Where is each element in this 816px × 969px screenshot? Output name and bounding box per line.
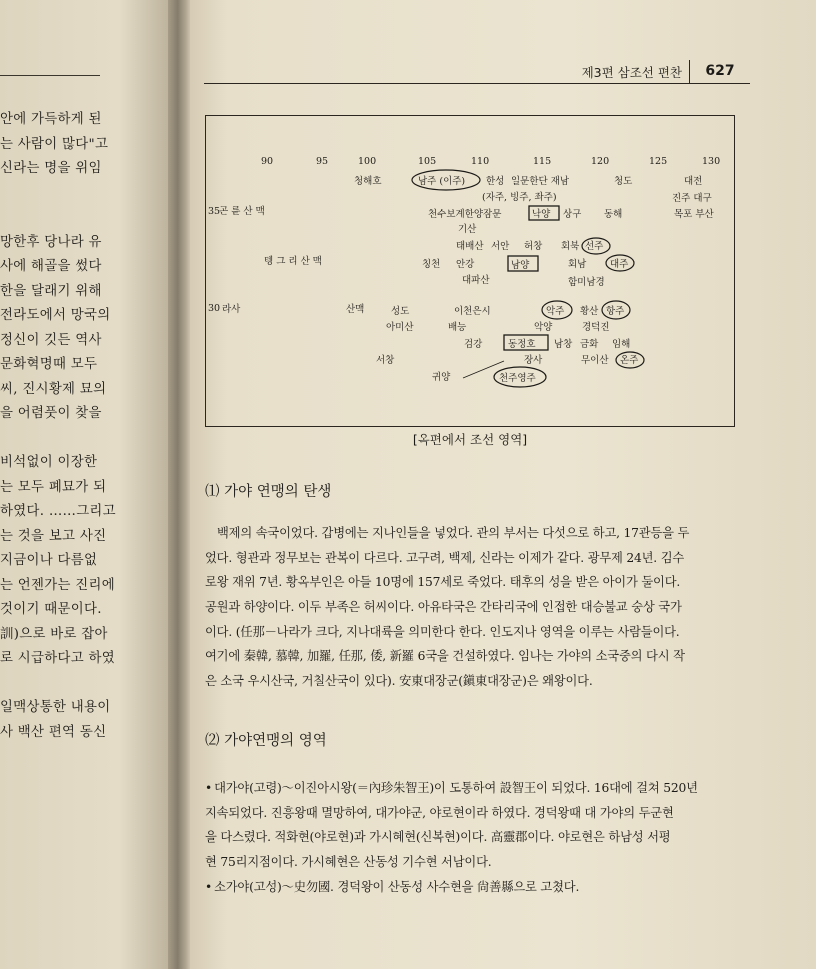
left-line: 로 시급하다고 하였 xyxy=(0,651,115,666)
place-label: 칭천 xyxy=(422,259,441,270)
left-line: 신라는 명을 위임 xyxy=(0,161,102,176)
body-line: 백제의 속국이었다. 갑병에는 지나인들을 넣었다. 관의 부서는 다섯으로 하고, 17관등을 두 xyxy=(217,526,690,540)
section-body xyxy=(205,776,755,899)
left-line: 을 어렴풋이 찾을 xyxy=(0,406,102,421)
body-line: 을 다스렸다. 적화현(야로현)과 가시혜현(신복현)이다. 高靈郡이다. 야로현은 하남성 서평 xyxy=(205,830,671,845)
book-gutter xyxy=(168,0,192,969)
body-line: 여기에 秦韓, 慕韓, 加羅, 任那, 倭, 新羅 6국을 건설하였다. 임나는 가야의 소국중의 다시 작 xyxy=(205,649,685,664)
place-label: 항주 xyxy=(606,306,625,317)
place-label: 천주영주 xyxy=(499,373,536,384)
body-line: 로왕 재위 7년. 황옥부인은 아들 10명에 157세로 죽었다. 태후의 성을 받은 아이가 둘이다. xyxy=(205,575,681,590)
left-line: 것이기 때문이다. xyxy=(0,602,102,617)
place-label: 청해호 xyxy=(354,176,382,187)
place-label: 청도 xyxy=(614,176,633,187)
place-label: 한성 xyxy=(486,176,505,187)
place-label: 남양 xyxy=(511,260,530,271)
body-line: 현 75리지점이다. 가시혜현은 산동성 기수현 서남이다. xyxy=(205,855,492,870)
place-label: 장사 xyxy=(524,355,543,366)
map-figure xyxy=(205,115,735,427)
section-body xyxy=(205,521,755,694)
place-label: 아미산 xyxy=(386,322,414,333)
place-label: 천수보계한양잠문 xyxy=(428,209,502,220)
body-line: 공원과 하양이다. 이두 부족은 허씨이다. 아유타국은 간타리국에 인접한 대승불교 숭상 국가 xyxy=(205,600,682,615)
place-label: 함미남경 xyxy=(568,277,605,288)
left-line: 전라도에서 망국의 xyxy=(0,308,111,323)
chapter-title: 제3편 삼조선 편찬 xyxy=(581,65,682,80)
place-label: 라사 xyxy=(222,304,241,315)
place-label: 금화 xyxy=(580,339,599,350)
place-label: 허창 xyxy=(524,241,543,252)
left-line: 안에 가득하게 된 xyxy=(0,112,102,127)
place-label: 기산 xyxy=(458,224,477,235)
place-label: 대전 xyxy=(684,176,703,187)
place-label: 악양 xyxy=(534,322,553,333)
left-line: 망한후 당나라 유 xyxy=(0,234,102,250)
left-line xyxy=(0,206,170,231)
map-svg xyxy=(206,116,734,426)
longitude-label: 105 xyxy=(418,156,437,167)
section-title: ⑵ 가야연맹의 영역 xyxy=(205,733,327,749)
place-label: 무이산 xyxy=(581,355,609,366)
route-line xyxy=(463,361,504,378)
place-label: 진주 대구 xyxy=(672,193,712,204)
body-line: • 소가야(고성)～史勿國. 경덕왕이 산동성 사수현을 尙善縣으로 고쳤다. xyxy=(205,875,755,900)
left-line: 정신이 깃든 역사 xyxy=(0,332,102,348)
place-label: 상구 xyxy=(563,209,582,220)
place-label: 낙양 xyxy=(532,209,551,220)
place-label: 배능 xyxy=(448,322,467,333)
right-page xyxy=(190,0,816,969)
place-label: (자주, 빙주, 좌주) xyxy=(482,192,557,203)
place-label: 악주 xyxy=(546,306,565,317)
left-line: 사 백산 편역 동신 xyxy=(0,724,107,740)
place-label: 황산 xyxy=(580,306,599,317)
place-label: 선주 xyxy=(585,241,604,252)
place-label: 검강 xyxy=(464,339,483,350)
longitude-label: 130 xyxy=(702,156,721,167)
left-line: 는 것을 보고 사진 xyxy=(0,528,107,544)
left-line xyxy=(0,427,170,452)
place-label: 대파산 xyxy=(462,275,490,286)
header-rule xyxy=(204,83,750,84)
body-line: 지속되었다. 진흥왕때 멸망하여, 대가야군, 야로현이라 하였다. 경덕왕때 대 가야의 두군현 xyxy=(205,805,674,820)
page-number: 627 xyxy=(689,60,750,83)
map-caption: [옥편에서 조선 영역] xyxy=(412,432,528,447)
longitude-label: 90 xyxy=(261,156,274,167)
mountain-label: 텡 그 리 산 맥 xyxy=(264,256,322,267)
place-label: 회남 xyxy=(568,259,587,270)
place-label: 성도 xyxy=(391,306,410,317)
place-label: 경덕진 xyxy=(582,322,610,333)
place-label: 안강 xyxy=(456,259,475,270)
body-line: 었다. 형관과 정무보는 관복이 다르다. 고구려, 백제, 신라는 이제가 같다. 광무제 24년. 김수 xyxy=(205,550,685,565)
place-label: 귀양 xyxy=(432,372,451,383)
place-label: 임해 xyxy=(612,339,631,350)
left-page xyxy=(0,0,170,969)
left-line xyxy=(0,182,170,207)
left-line: 는 모두 폐묘가 되 xyxy=(0,479,107,495)
place-label: 회북 xyxy=(561,241,580,252)
left-line: 하였다. ……그리고 xyxy=(0,504,116,519)
latitude-label: 30 xyxy=(208,303,221,314)
left-line: 는 언젠가는 진리에 xyxy=(0,577,115,593)
longitude-label: 95 xyxy=(316,156,329,167)
left-line: 訓)으로 바로 잡아 xyxy=(0,626,108,642)
body-line: 이다. (任那－나라가 크다, 지나대륙을 의미한다 한다. 인도지나 영역을 이루는 사람들이다. xyxy=(205,624,680,639)
left-line xyxy=(0,672,170,697)
left-line: 한을 달래기 위해 xyxy=(0,283,102,299)
place-label: 남주 (이주) xyxy=(418,176,466,187)
left-line: 씨, 진시황제 묘의 xyxy=(0,381,107,397)
body-line: • 대가야(고령)～이진아시왕(＝內珍朱智王)이 도통하여 設智王이 되었다. 16대에 걸쳐 520년 xyxy=(205,776,755,801)
body-line: 은 소국 우시산국, 거칠산국이 있다). 安東대장군(鎭東대장군)은 왜왕이다. xyxy=(205,674,593,689)
longitude-label: 120 xyxy=(591,156,610,167)
longitude-label: 125 xyxy=(649,156,668,167)
latitude-label: 35 xyxy=(208,206,221,217)
place-label: 동해 xyxy=(604,209,623,220)
left-line: 문화혁명때 모두 xyxy=(0,357,98,372)
left-page-text xyxy=(0,108,170,745)
section-title: ⑴ 가야 연맹의 탄생 xyxy=(205,484,332,500)
longitude-label: 110 xyxy=(471,156,490,167)
left-line: 사에 해골을 썼다 xyxy=(0,259,102,274)
place-label: 산맥 xyxy=(346,304,365,315)
running-header xyxy=(204,60,750,84)
mountain-label: 곤 륜 산 맥 xyxy=(219,206,265,217)
place-label: 태배산 xyxy=(456,241,484,252)
place-label: 남창 xyxy=(554,339,573,350)
left-line: 일맥상통한 내용이 xyxy=(0,700,111,715)
place-label: 동정호 xyxy=(508,339,536,350)
place-label: 서창 xyxy=(376,355,395,366)
longitude-label: 100 xyxy=(358,156,377,167)
left-line: 지금이나 다름없 xyxy=(0,553,98,568)
place-label: 서안 xyxy=(491,241,510,252)
left-line: 비석없이 이장한 xyxy=(0,455,98,470)
place-label: 온주 xyxy=(620,355,639,366)
left-line: 는 사람이 많다"고 xyxy=(0,136,109,152)
place-label: 일문한단 재남 xyxy=(511,176,570,187)
left-header-rule xyxy=(0,75,100,76)
place-label: 이천은시 xyxy=(454,306,491,317)
place-label: 대주 xyxy=(610,259,629,270)
place-label: 목포 부산 xyxy=(674,209,714,220)
longitude-label: 115 xyxy=(533,156,552,167)
